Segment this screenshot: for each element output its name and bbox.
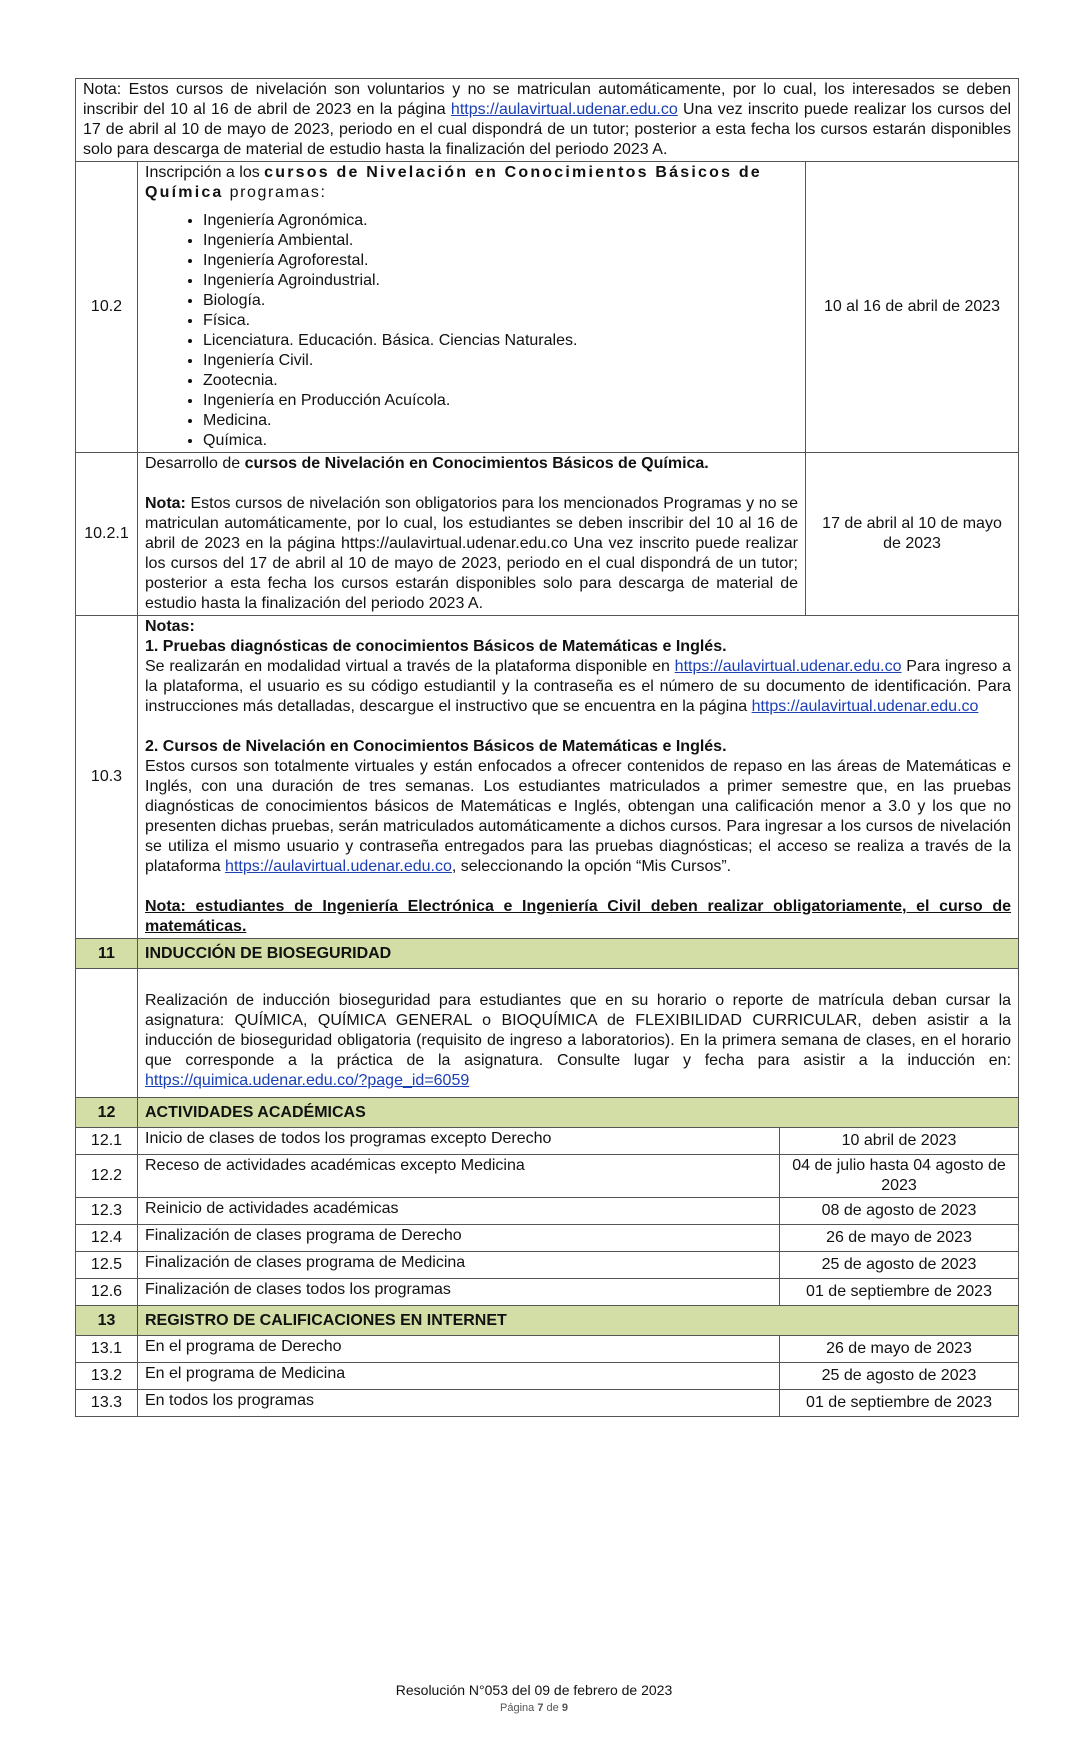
program-item: • Biología.	[203, 291, 798, 311]
program-item: • Ingeniería Civil.	[203, 351, 798, 371]
activity-date: 26 de mayo de 2023	[780, 1336, 1019, 1363]
activity-description: Reinicio de actividades académicas	[138, 1198, 780, 1225]
activity-date: 01 de septiembre de 2023	[780, 1390, 1019, 1417]
activity-row	[76, 1390, 1019, 1417]
row-desc-text: Desarrollo de	[145, 455, 245, 472]
activity-number: 13.1	[76, 1336, 138, 1363]
activity-number: 12.4	[76, 1225, 138, 1252]
biosafety-text: Realización de inducción bioseguridad para estudiantes que en su horario o reporte de matrícula deban cursar la asignatura: QUÍMICA, QUÍMICA GENERAL o BIOQUÍMICA de FLEXIBILIDAD CURRICULAR, deben asistir a la inducción de bioseguridad obligatoria (requisito de ingreso a laboratorios). En la primera semana de clases, en el horario que corresponde a la práctica de la asignatura. Consulte lugar y fecha para asistir a la inducción en:	[145, 992, 1012, 1069]
activity-description: Finalización de clases programa de Derecho	[138, 1225, 780, 1252]
program-item: • Ingeniería Agroforestal.	[203, 251, 798, 271]
section-13-rows	[76, 1336, 1019, 1417]
section-11-body	[76, 969, 1019, 1098]
row-description	[138, 162, 806, 453]
program-item: • Zootecnia.	[203, 371, 798, 391]
section-number: 13	[76, 1306, 138, 1336]
row-10-2	[76, 162, 1019, 453]
course-title: cursos de Nivelación en Conocimientos Básicos de Química	[145, 164, 762, 201]
program-item: • Ingeniería Agronómica.	[203, 211, 798, 231]
notes-heading-2: 2. Cursos de Nivelación en Conocimientos Básicos de Matemáticas e Inglés.	[145, 738, 727, 755]
activity-date: 25 de agosto de 2023	[780, 1363, 1019, 1390]
row-date: 17 de abril al 10 de mayo de 2023	[806, 453, 1019, 616]
empty-cell	[76, 969, 138, 1098]
activity-row	[76, 1363, 1019, 1390]
section-12-rows	[76, 1128, 1019, 1306]
biosafety-text-cell	[138, 969, 1019, 1098]
page-total: 9	[561, 1702, 568, 1714]
activity-description: Receso de actividades académicas excepto Medicina	[138, 1155, 780, 1198]
notes-paragraph-2b: , seleccionando la opción “Mis Cursos”.	[451, 858, 732, 875]
note-top-text-2: Una vez inscrito puede realizar los cursos del 17 de abril al 10 de mayo de 2023, periodo en el cual dispondrá de un tutor; posterior a esta fecha los cursos estarán disponibles solo para descarga de material de estudio hasta la finalización del periodo 2023 A.	[83, 101, 1012, 158]
row-description	[138, 453, 806, 616]
academic-calendar-table	[75, 78, 1019, 1417]
row-10-3	[76, 616, 1019, 939]
row-desc-bold: cursos de Nivelación en Conocimientos Básicos de Química.	[244, 455, 709, 472]
footer-resolution: Resolución N°053 del 09 de febrero de 2023	[395, 1682, 673, 1698]
program-list	[145, 211, 798, 451]
activity-row	[76, 1252, 1019, 1279]
note-top-cell	[76, 79, 1019, 162]
row-number: 10.3	[76, 616, 138, 939]
activity-date: 08 de agosto de 2023	[780, 1198, 1019, 1225]
quimica-link[interactable]: https://quimica.udenar.edu.co/?page_id=6059	[145, 1072, 470, 1089]
activity-number: 12.6	[76, 1279, 138, 1306]
activity-date: 26 de mayo de 2023	[780, 1225, 1019, 1252]
final-note: Nota: estudiantes de Ingeniería Electrónica e Ingeniería Civil deben realizar obligatoriamente, el curso de matemáticas.	[145, 898, 1012, 935]
page-of: de	[543, 1702, 562, 1714]
row-intro: Inscripción a los	[145, 164, 265, 181]
program-item: • Ingeniería Agroindustrial.	[203, 271, 798, 291]
activity-row	[76, 1198, 1019, 1225]
notes-paragraph-1b: Para ingreso a la plataforma, el usuario es su código estudiantil y la contraseña es el número de su documento de identificación. Para instrucciones más detalladas, descargue el instructivo que se encuentra en la página	[145, 658, 1012, 715]
activity-description: Inicio de clases de todos los programas excepto Derecho	[138, 1128, 780, 1155]
row-date: 10 al 16 de abril de 2023	[806, 162, 1019, 453]
page-current: 7	[537, 1702, 544, 1714]
notes-heading-1: 1. Pruebas diagnósticas de conocimientos Básicos de Matemáticas e Inglés.	[145, 638, 727, 655]
aulavirtual-link[interactable]: https://aulavirtual.udenar.edu.co	[450, 101, 678, 118]
row-description	[138, 616, 1019, 939]
program-item: • Ingeniería Ambiental.	[203, 231, 798, 251]
activity-row	[76, 1279, 1019, 1306]
activity-number: 12.3	[76, 1198, 138, 1225]
activity-number: 13.2	[76, 1363, 138, 1390]
notes-paragraph-2: Estos cursos son totalmente virtuales y están enfocados a ofrecer contenidos de repaso en las áreas de Matemáticas e Inglés, con una duración de tres semanas. Los estudiantes matriculados a primer semestre que, en las pruebas diagnósticas de conocimientos básicos de Matemáticas e Inglés, obtengan una calificación menor a 3.0 y los que no presenten dichas pruebas, serán matriculados automáticamente a dichos cursos. Para ingresar a los cursos de nivelación se utiliza el mismo usuario y contraseña entregados para las pruebas diagnósticas; el acceso se realiza a través de la plataforma	[145, 758, 1012, 875]
aulavirtual-link[interactable]: https://aulavirtual.udenar.edu.co	[751, 698, 979, 715]
activity-description: Finalización de clases programa de Medicina	[138, 1252, 780, 1279]
activity-date: 01 de septiembre de 2023	[780, 1279, 1019, 1306]
program-item: • Física.	[203, 311, 798, 331]
program-item: • Ingeniería en Producción Acuícola.	[203, 391, 798, 411]
section-number: 12	[76, 1098, 138, 1128]
activity-number: 12.5	[76, 1252, 138, 1279]
row-number: 10.2.1	[76, 453, 138, 616]
row-intro-end: programas:	[223, 184, 327, 201]
aulavirtual-link[interactable]: https://aulavirtual.udenar.edu.co	[674, 658, 902, 675]
activity-row	[76, 1155, 1019, 1198]
activity-date: 04 de julio hasta 04 agosto de 2023	[780, 1155, 1019, 1198]
program-item: • Medicina.	[203, 411, 798, 431]
activity-row	[76, 1336, 1019, 1363]
section-11-header	[76, 939, 1019, 969]
notas-heading: Notas:	[145, 618, 195, 635]
note-top-text: Nota: Estos cursos de nivelación son voluntarios y no se matriculan automáticamente, por lo cual, los interesados se deben inscribir del 10 al 16 de abril de 2023 en la página	[83, 81, 1012, 118]
activity-number: 13.3	[76, 1390, 138, 1417]
footer-page-number	[0, 1698, 1068, 1718]
note-label: Nota:	[145, 495, 186, 512]
section-12-header	[76, 1098, 1019, 1128]
activity-row	[76, 1128, 1019, 1155]
section-title: REGISTRO DE CALIFICACIONES EN INTERNET	[138, 1306, 1019, 1336]
section-title: ACTIVIDADES ACADÉMICAS	[138, 1098, 1019, 1128]
activity-description: En el programa de Derecho	[138, 1336, 780, 1363]
program-item: • Licenciatura. Educación. Básica. Ciencias Naturales.	[203, 331, 798, 351]
row-number: 10.2	[76, 162, 138, 453]
activity-description: En el programa de Medicina	[138, 1363, 780, 1390]
activity-date: 25 de agosto de 2023	[780, 1252, 1019, 1279]
aulavirtual-link[interactable]: https://aulavirtual.udenar.edu.co	[225, 858, 452, 875]
notes-paragraph-1: Se realizarán en modalidad virtual a través de la plataforma disponible en	[145, 658, 675, 675]
activity-description: Finalización de clases todos los programas	[138, 1279, 780, 1306]
activity-number: 12.2	[76, 1155, 138, 1198]
section-number: 11	[76, 939, 138, 969]
row-10-2-1	[76, 453, 1019, 616]
activity-description: En todos los programas	[138, 1390, 780, 1417]
activity-row	[76, 1225, 1019, 1252]
program-item: • Química.	[203, 431, 798, 451]
note-top-row	[76, 79, 1019, 162]
activity-date: 10 abril de 2023	[780, 1128, 1019, 1155]
section-title: INDUCCIÓN DE BIOSEGURIDAD	[138, 939, 1019, 969]
note-text: Estos cursos de nivelación son obligatorios para los mencionados Programas y no se matriculan automáticamente, por lo cual, los estudiantes se deben inscribir del 10 al 16 de abril de 2023 en la página https://aulavirtual.udenar.edu.co Una vez inscrito puede realizar los cursos del 17 de abril al 10 de mayo de 2023, periodo en el cual dispondrá de un tutor; posterior a esta fecha los cursos estarán disponibles solo para descarga de material de estudio hasta la finalización del periodo 2023 A.	[145, 495, 798, 612]
section-13-header	[76, 1306, 1019, 1336]
page-label: Página	[500, 1702, 538, 1714]
activity-number: 12.1	[76, 1128, 138, 1155]
